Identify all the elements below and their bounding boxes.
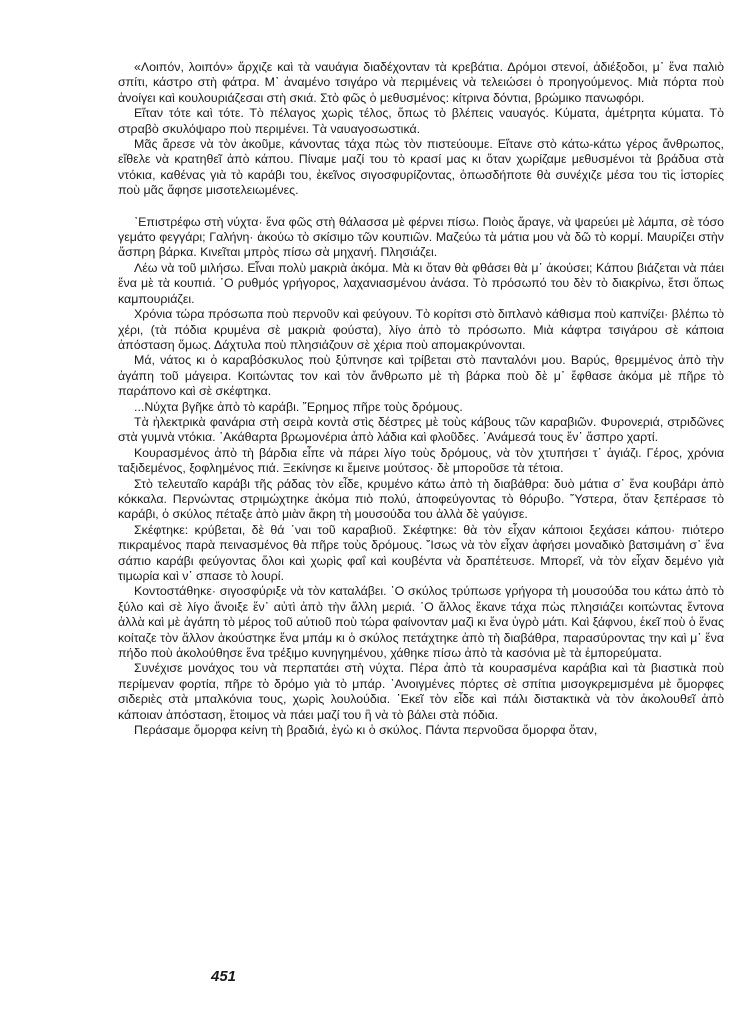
paragraph: Περάσαμε ὄμορφα κείνη τὴ βραδιά, ἐγὼ κι ὁ σκύλος. Πάντα περνοῦσα ὄμορφα ὅταν, (134, 723, 598, 738)
paragraph: Στὸ τελευταῖο καράβι τῆς ράδας τὸν εἶδε, κρυμένο κάτω ἀπὸ τὴ διαβάθρα: δυὸ μάτια σ᾿ ἕνα κουβάρι ἀπὸ κόκκαλα. Περνώντας στριμώχτηκε ἀκόμα πιὸ πολύ, ἀποφεύγοντας τὸ θόρυβο. ῞Υστερα, ὅταν ξεπέρασε τὸ καράβι, ὁ σκύλος πέταξε ἀπὸ μιὰν ἄκρη τὴ μουσούδα του ἀλλὰ δὲ γαύγισε. (118, 476, 724, 522)
paragraph: Μά, νάτος κι ὁ καραβόσκυλος ποὺ ξύπνησε καὶ τρίβεται στὸ πανταλόνι μου. Βαρύς, θρεμμένος ἀπὸ τὴν ἀγάπη τοῦ μάγειρα. Κοιτώντας τον καὶ τὸν ἄνθρωπο μὲ τὴ βάρκα ποὺ δὲ μ᾿ ἔφθασε ἀκόμα μὲ πῆρε τὸ παράπονο καὶ σὲ σκέφτηκα. (118, 353, 724, 399)
paragraph: Λέω νὰ τοῦ μιλήσω. Εἶναι πολὺ μακριὰ ἀκόμα. Μὰ κι ὅταν θὰ φθάσει θὰ μ᾿ ἀκούσει; Κάπου βιάζεται νὰ πάει ἕνα μὲ τὰ κουπιά. ῾Ο ρυθμός γρήγορος, λαχανιασμένου ἀνάσα. Τὸ πρόσωπό του δὲν τὸ διακρίνω, ἔτσι ὅπως καμπουριάζει. (118, 260, 724, 306)
body-text (118, 60, 724, 738)
paragraph: Κοντοστάθηκε· σιγοσφύριξε νὰ τὸν καταλάβει. ῾Ο σκύλος τρύπωσε γρήγορα τὴ μουσούδα του κάτω ἀπὸ τὸ ξύλο καὶ σὲ λίγο ἄνοιξε ἕν᾿ αὐτὶ ἀπὸ τὴν ἄλλη μεριά. ῾Ο ἄλλος ἔκανε τάχα πὼς πλησιάζει κοιτώντας ἔντονα ἀλλὰ καὶ μὲ ἀγάπη τὸ μέρος τοῦ αὐτιοῦ ποὺ τώρα φαίνονταν μαζὶ κι ἕνα ὑγρὸ μάτι. Καὶ ξάφνου, ἐκεῖ ποὺ ὁ ἕνας κοίταζε τὸν ἄλλον ἀκούστηκε ἕνα μπάμ κι ὁ σκύλος πετάχτηκε ἀπὸ τὴ διαβάθρα, παρασύροντας την καὶ μ᾿ ἕνα πήδο ποὺ ἀκολούθησε ἕνα τρέξιμο κυνηγημένου, χάθηκε πίσω ἀπὸ τὰ κασόνια μὲ τὰ ἐμπορεύματα. (118, 584, 724, 661)
paragraph: «Λοιπόν, λοιπόν» ἄρχιζε καὶ τὰ ναυάγια διαδέχονταν τὰ κρεβάτια. Δρόμοι στενοί, ἀδιέξοδοι, μ᾿ ἕνα παλιὸ σπίτι, κάστρο στὴ φάτρα. Μ᾿ ἀναμένο τσιγάρο νὰ περιμένεις νὰ τελειώσει ὁ προηγούμενος. Μιὰ πόρτα ποὺ ἀνοίγει καὶ κουλουριάζεσαι στὴ σκιά. Στὸ φῶς ὁ μεθυσμένος: κίτρινα δόντια, βρώμικο πανωφόρι. (118, 60, 724, 105)
paragraph: ᾿Επιστρέφω στὴ νύχτα· ἕνα φῶς στὴ θάλασσα μὲ φέρνει πίσω. Ποιὸς ἄραγε, νὰ ψαρεύει μὲ λάμπα, σὲ τόσο γεμάτο φεγγάρι; Γαλήνη· ἀκούω τὸ σκίσιμο τῶν κουπιῶν. Μαζεύω τὰ μάτια μου νὰ δῶ τὸ κορμί. Μαυρίζει στὴν ἄσπρη βάρκα. Κινεῖται μπρὸς πίσω σὰ μηχανή. Πλησιάζει. (118, 214, 724, 260)
paragraph: Σκέφτηκε: κρύβεται, δὲ θά ῾ναι τοῦ καραβιοῦ. Σκέφτηκε: θὰ τὸν εἶχαν κάποιοι ξεχάσει κάπου· πιότερο πικραμένος παρὰ πεινασμένος θὰ πῆρε τοὺς δρόμους. ῎Ισως νὰ τὸν εἶχαν ἀφήσει μοναδικὸ βατσιμάνη σ᾿ ἕνα σάπιο καράβι φεύγοντας ὅλοι καὶ χωρὶς φαΐ καὶ κουβέντα νὰ δραπέτευσε. Μπορεῖ, νὰ τὸν εἶχαν δεμένο γιὰ τιμωρία καὶ ν᾿ σπασε τὸ λουρί. (118, 522, 724, 583)
paragraph: Τὰ ἠλεκτρικὰ φανάρια στὴ σειρὰ κοντὰ στὶς δέστρες μὲ τοὺς κάβους τῶν καραβιῶν. Φυρονεριά, στριδῶνες στὰ γυμνὰ ντόκια. ᾿Ακάθαρτα βρωμονέρια ἀπὸ λάδια καὶ φλοῦδες. ᾿Ανάμεσά τους ἕν᾿ ἄσπρο χαρτί. (118, 414, 724, 445)
page-number: 451 (211, 968, 237, 985)
paragraph: Κουρασμένος ἀπὸ τὴ βάρδια εἶπε νὰ πάρει λίγο τοὺς δρόμους, νὰ τὸν χτυπήσει τ᾿ ἀγιάζι. Γέρος, χρόνια ταξιδεμένος, ξοφλημένος πιά. Ξεκίνησε κι ἔμεινε μούτσος· δὲ μποροῦσε τὰ τέτοια. (118, 445, 724, 476)
paragraph: Συνέχισε μονάχος του νὰ περπατάει στὴ νύχτα. Πέρα ἀπὸ τὰ κουρασμένα καράβια καὶ τὰ βιαστικὰ ποὺ περίμεναν φορτία, πῆρε τὸ δρόμο γιὰ τὸ μπάρ. ᾿Ανοιγμένες πόρτες σὲ σπίτια μισογκρεμισμένα μὲ ὄμορφες σιδεριὲς στὰ μπαλκόνια τους, χωρὶς λουλούδια. ᾿Εκεῖ τὸν εἶδε καὶ πάλι διστακτικὰ νὰ τὸν ἀκολουθεῖ ἀπὸ κάποιαν ἀπόσταση, ἕτοιμος νὰ πάει μαζί του ἢ νὰ τὸ βάλει στὰ πόδια. (118, 661, 724, 722)
paragraph: Μᾶς ἄρεσε νὰ τὸν ἀκοῦμε, κάνοντας τάχα πὼς τὸν πιστεύουμε. Εἴτανε στὸ κάτω-κάτω γέρος ἄνθρωπος, εἴθελε νὰ κρατηθεῖ ἀπὸ κάπου. Πίναμε μαζί του τὸ κρασί μας κι ὅταν χωρίζαμε μεθυσμένοι τὰ βράδυα στὰ ντόκια, καθένας γιὰ τὸ καράβι του, ἐκεῖνος σιγοσφυρίζοντας, ὁπωσδήποτε θὰ συνέχιζε μέσα του τὶς ἱστορίες ποὺ μᾶς ἄφησε μισοτελειωμένες. (118, 137, 724, 198)
paragraph: Χρόνια τώρα πρόσωπα ποὺ περνοῦν καὶ φεύγουν. Τὸ κορίτσι στὸ διπλανὸ κάθισμα ποὺ καπνίζει· βλέπω τὸ χέρι, (τὰ πόδια κρυμένα σὲ μακριὰ φούστα), λίγο ἀπὸ τὸ πρόσωπο. Μιὰ κάφτρα τσιγάρου σὲ κάποια ἀπόσταση ὅμως. Δάχτυλα ποὺ πλησιάζουν σὲ χέρια ποὺ απομακρύνονται. (118, 307, 724, 352)
paragraph: ...Νύχτα βγῆκε ἀπὸ τὸ καράβι. ῎Ερημος πῆρε τοὺς δρόμους. (134, 399, 463, 414)
paragraph: Εἴταν τότε καὶ τότε. Τὸ πέλαγος χωρὶς τέλος, ὅπως τὸ βλέπεις ναυαγός. Κύματα, ἀμέτρητα κύματα. Τὸ στραβὸ σκυλόψαρο ποὺ περιμένει. Τὰ ναυαγοσωστικά. (118, 106, 724, 136)
